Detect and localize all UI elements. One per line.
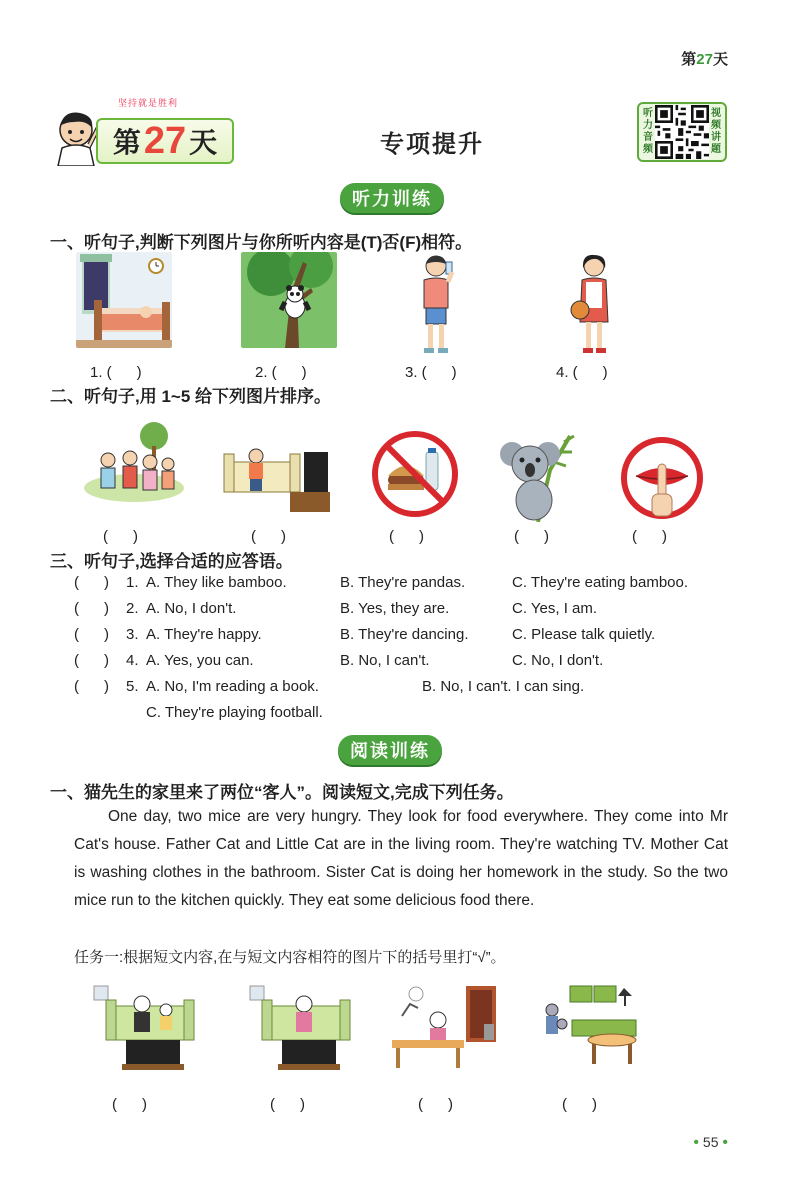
quiet-sign-image bbox=[618, 436, 706, 520]
reading-passage bbox=[74, 803, 728, 915]
qa-num-3: 3. bbox=[126, 626, 139, 643]
page-dot-left-icon: • bbox=[693, 1134, 700, 1151]
cat-study-desk-image bbox=[388, 984, 502, 1070]
kid-mascot-icon bbox=[50, 108, 102, 166]
qa-option-c-3: C. Please talk quietly. bbox=[512, 626, 656, 643]
page-number: • 55 • bbox=[693, 1134, 728, 1151]
qa-option-b-3: B. They're dancing. bbox=[340, 626, 469, 643]
qa-option-a-2: A. No, I don't. bbox=[146, 600, 237, 617]
qr-code-icon[interactable] bbox=[655, 105, 709, 159]
reading-task1: 任务一:根据短文内容,在与短文内容相符的图片下的括号里打“√”。 bbox=[74, 949, 506, 966]
qa-option-c-2: C. Yes, I am. bbox=[512, 600, 598, 617]
qa-option-b-4: B. No, I can't. bbox=[340, 652, 430, 669]
reading-banner: 阅读训练 bbox=[338, 735, 442, 765]
task1-answer-4[interactable]: ( ) bbox=[562, 1096, 597, 1113]
qa-blank-1[interactable]: ( ) bbox=[74, 574, 109, 591]
qa-option-b-1: B. They're pandas. bbox=[340, 574, 466, 591]
part2-answer-3[interactable]: ( ) bbox=[389, 528, 424, 545]
arc-slogan: 坚持就是胜利 bbox=[118, 98, 179, 108]
qa-option-a-4: A. Yes, you can. bbox=[146, 652, 254, 669]
part2-answer-1[interactable]: ( ) bbox=[103, 528, 138, 545]
page-title: 专项提升 bbox=[380, 131, 484, 158]
boy-watching-tv-image bbox=[220, 432, 332, 516]
day-badge: 第 27 天 bbox=[96, 118, 234, 164]
qa-num-2: 2. bbox=[126, 600, 139, 617]
task1-answer-2[interactable]: ( ) bbox=[270, 1096, 305, 1113]
part1-answer-3[interactable]: 3. ( ) bbox=[405, 364, 457, 381]
qa-blank-4[interactable]: ( ) bbox=[74, 652, 109, 669]
bedroom-sleeping-image bbox=[76, 252, 172, 348]
panda-tree-image bbox=[241, 252, 337, 348]
qr-right-label: 视频讲题 bbox=[711, 108, 721, 155]
part2-answer-4[interactable]: ( ) bbox=[514, 528, 549, 545]
task1-answer-3[interactable]: ( ) bbox=[418, 1096, 453, 1113]
qa-option-a-3: A. They're happy. bbox=[146, 626, 262, 643]
mice-kitchen-image bbox=[532, 984, 640, 1074]
boy-drinking-image bbox=[410, 252, 466, 356]
girl-basketball-image bbox=[570, 252, 620, 356]
part1-answer-4[interactable]: 4. ( ) bbox=[556, 364, 608, 381]
qr-left-label: 听力音频 bbox=[643, 108, 653, 155]
listening-part2-heading: 二、听句子,用 1~5 给下列图片排序。 bbox=[50, 387, 332, 406]
qa-blank-2[interactable]: ( ) bbox=[74, 600, 109, 617]
qa-option-b-2: B. Yes, they are. bbox=[340, 600, 450, 617]
listening-part3-heading: 三、听句子,选择合适的应答语。 bbox=[50, 552, 293, 571]
qa-blank-5[interactable]: ( ) bbox=[74, 678, 109, 695]
part1-answer-2[interactable]: 2. ( ) bbox=[255, 364, 307, 381]
qa-option-c-1: C. They're eating bamboo. bbox=[512, 574, 689, 591]
listening-banner: 听力训练 bbox=[340, 183, 444, 213]
qr-code-box[interactable] bbox=[637, 102, 727, 162]
page-dot-right-icon: • bbox=[722, 1134, 728, 1151]
corner-day-tag: 第27天 bbox=[681, 51, 728, 68]
cat-sofa-image bbox=[242, 984, 354, 1074]
qa-option-c-4: C. No, I don't. bbox=[512, 652, 604, 669]
qa-option-a-5: A. No, I'm reading a book. bbox=[146, 678, 319, 695]
qa-option-c-5: C. They're playing football. bbox=[146, 704, 323, 721]
part1-answer-1[interactable]: 1. ( ) bbox=[90, 364, 142, 381]
qa-num-4: 4. bbox=[126, 652, 139, 669]
part2-answer-5[interactable]: ( ) bbox=[632, 528, 667, 545]
qa-num-5: 5. bbox=[126, 678, 139, 695]
qa-option-a-1: A. They like bamboo. bbox=[146, 574, 287, 591]
part2-answer-2[interactable]: ( ) bbox=[251, 528, 286, 545]
kids-playing-outdoor-image bbox=[74, 418, 184, 514]
qa-num-1: 1. bbox=[126, 574, 139, 591]
no-food-sign-image bbox=[368, 428, 462, 520]
listening-part1-heading: 一、听句子,判断下列图片与你所听内容是(T)否(F)相符。 bbox=[50, 233, 473, 252]
reading-heading: 一、猫先生的家里来了两位“客人”。阅读短文,完成下列任务。 bbox=[50, 783, 514, 802]
koala-bamboo-image bbox=[494, 430, 580, 522]
qa-blank-3[interactable]: ( ) bbox=[74, 626, 109, 643]
qa-option-b-5: B. No, I can't. I can sing. bbox=[422, 678, 585, 695]
reading-passage-text: One day, two mice are very hungry. They look for food everywhere. They come into Mr Cat's house. Father Cat and Little Cat are in the living room. They're watching TV. Mother Cat is washing clothes in the bathroom. Sister Cat is doing her homework in the study. So the two mice run to the kitchen quickly. They eat some delicious food there. bbox=[74, 808, 728, 909]
task1-answer-1[interactable]: ( ) bbox=[112, 1096, 147, 1113]
cats-watching-tv-image bbox=[86, 984, 198, 1074]
